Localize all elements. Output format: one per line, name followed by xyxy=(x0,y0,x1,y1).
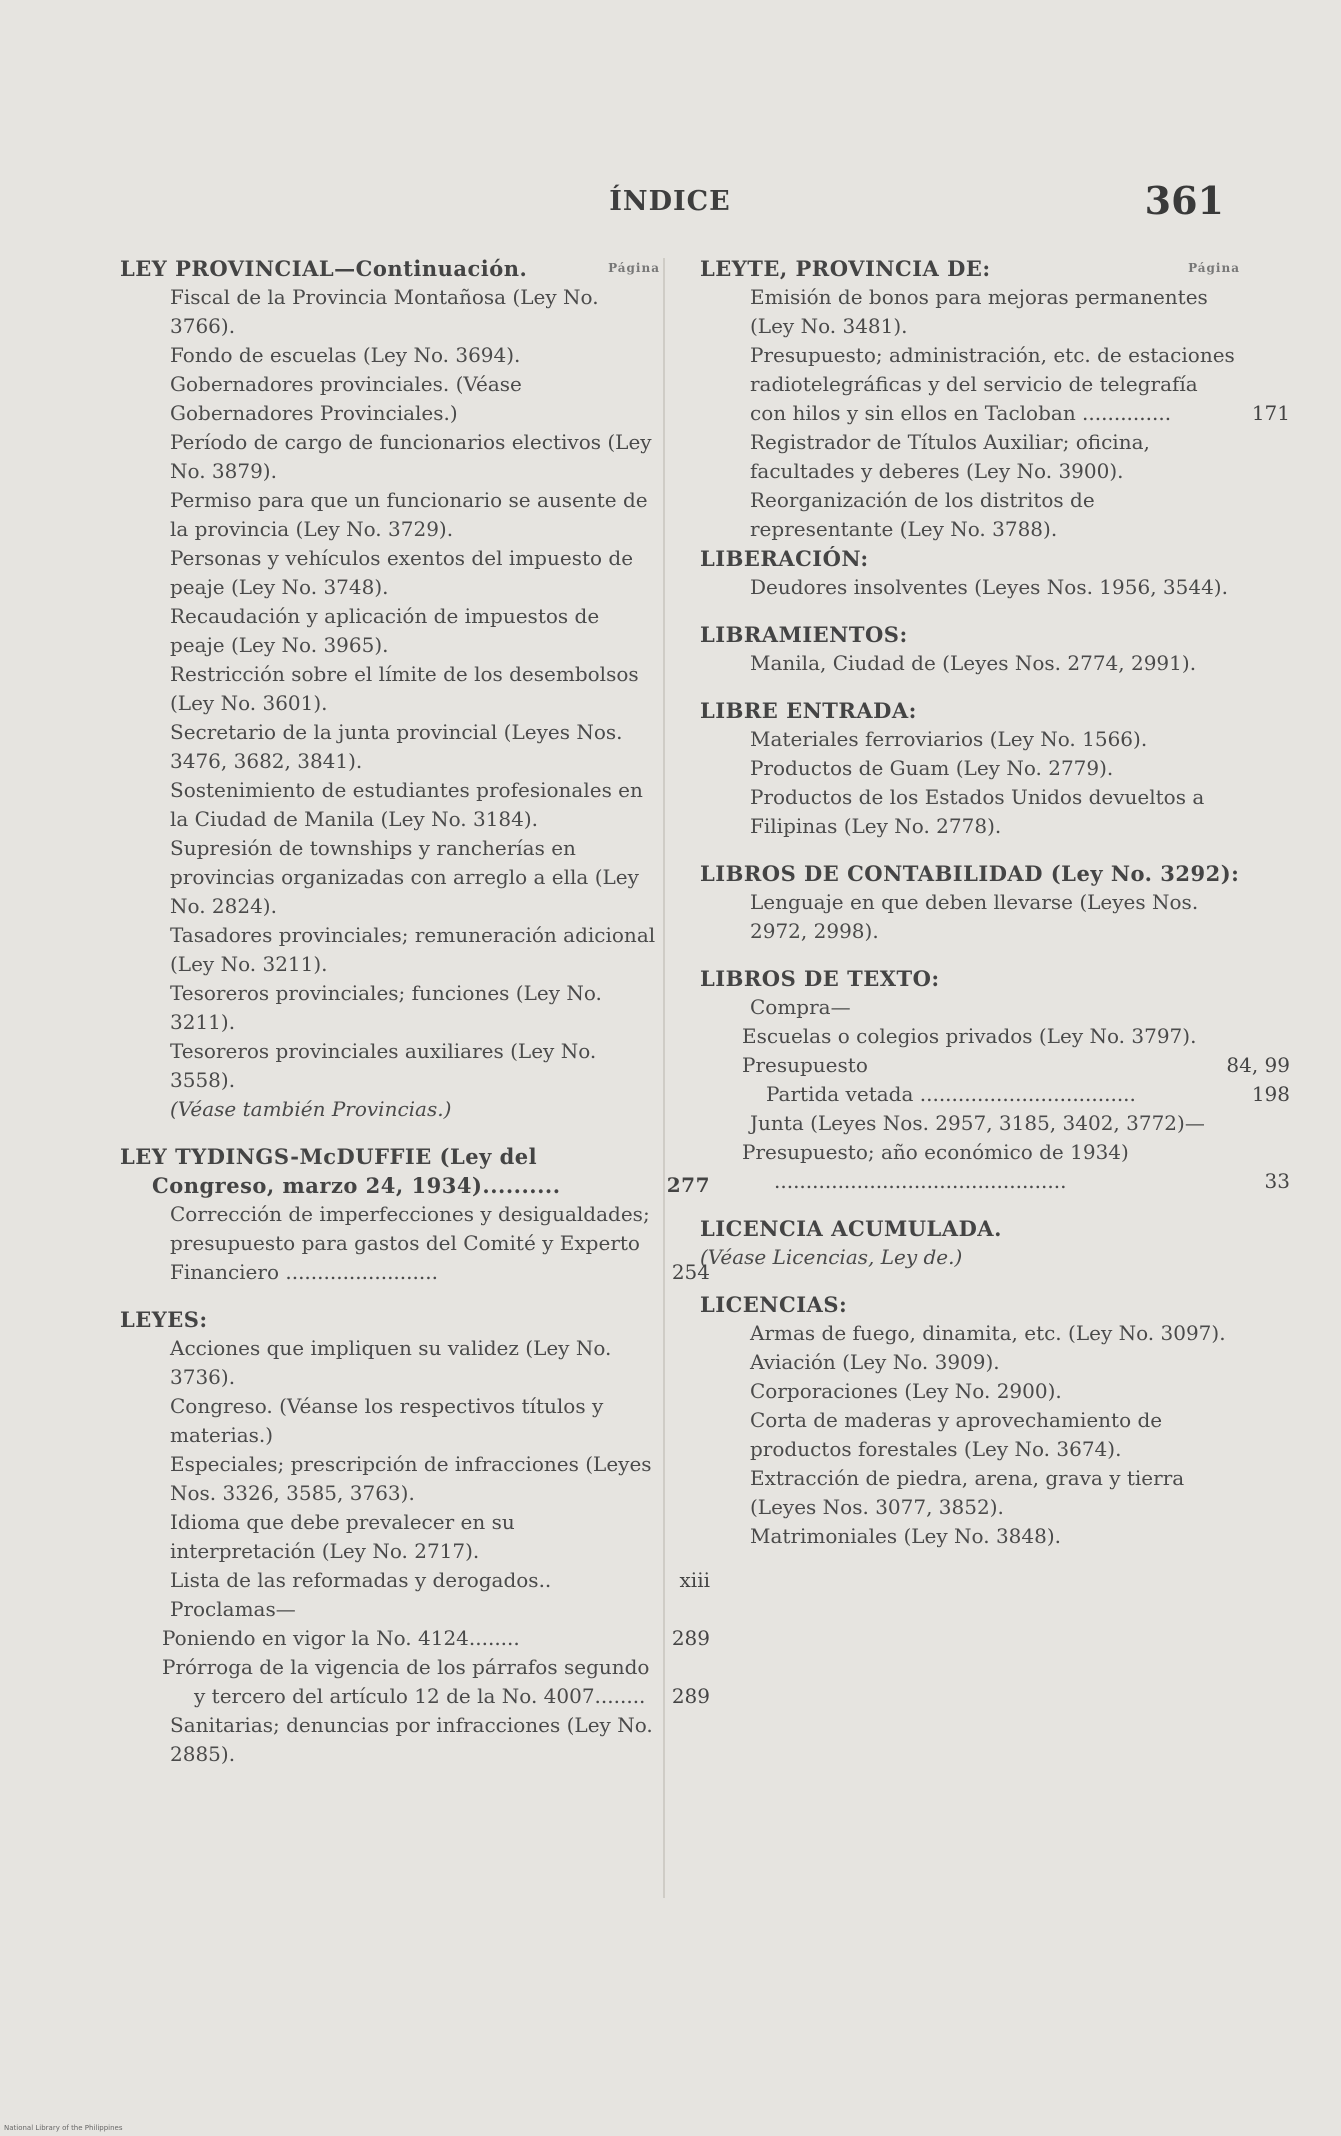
index-entry xyxy=(120,1392,660,1450)
entry-text: Escuelas o colegios privados (Ley No. 3797). xyxy=(742,1024,1197,1048)
index-entry xyxy=(120,1624,710,1653)
entry-text: LEYTE, PROVINCIA DE: xyxy=(700,256,991,281)
entry-text: Manila, Ciudad de (Leyes Nos. 2774, 2991). xyxy=(750,651,1197,675)
index-entry xyxy=(120,544,660,602)
entry-text: Fiscal de la Provincia Montañosa (Ley No. 3766). xyxy=(170,285,599,338)
index-heading xyxy=(700,620,1240,649)
footer-credit: National Library of the Philippines xyxy=(4,2124,123,2132)
entry-text: Corrección de imperfecciones y desigualdades; presupuesto para gastos del Comité y Experto Financiero ........................ xyxy=(170,1202,650,1284)
index-entry xyxy=(120,1037,660,1095)
page-reference: 171 xyxy=(1251,401,1290,425)
entry-text: Extracción de piedra, arena, grava y tierra (Leyes Nos. 3077, 3852). xyxy=(750,1466,1185,1519)
index-entry xyxy=(700,341,1290,428)
entry-text: Productos de Guam (Ley No. 2779). xyxy=(750,756,1114,780)
index-entry xyxy=(120,1200,710,1287)
entry-text: LEY PROVINCIAL—Continuación. xyxy=(120,256,528,281)
entry-text: Emisión de bonos para mejoras permanentes (Ley No. 3481). xyxy=(750,285,1208,338)
index-entry xyxy=(700,428,1240,486)
entry-text: LEY TYDINGS-McDUFFIE (Ley del Congreso, marzo 24, 1934).......... xyxy=(120,1144,561,1198)
index-heading xyxy=(120,254,660,283)
entry-text: Congreso. (Véanse los respectivos títulos y materias.) xyxy=(170,1394,604,1447)
index-entry xyxy=(700,649,1240,678)
entry-text: Lenguaje en que deben llevarse (Leyes Nos. 2972, 2998). xyxy=(750,890,1199,943)
index-entry xyxy=(120,602,660,660)
index-heading xyxy=(700,696,1240,725)
index-heading xyxy=(120,1305,660,1334)
entry-text: Matrimoniales (Ley No. 3848). xyxy=(750,1524,1061,1548)
entry-text: LIBERACIÓN: xyxy=(700,546,869,571)
page-reference: 198 xyxy=(1251,1082,1290,1106)
index-entry xyxy=(120,776,660,834)
index-entry xyxy=(120,921,660,979)
entry-text: Permiso para que un funcionario se ausente de la provincia (Ley No. 3729). xyxy=(170,488,648,541)
page-reference: 33 xyxy=(1264,1169,1290,1193)
index-entry xyxy=(700,1138,1290,1196)
index-entry xyxy=(700,573,1240,602)
entry-text: Deudores insolventes (Leyes Nos. 1956, 3544). xyxy=(750,575,1228,599)
index-entry xyxy=(120,1095,660,1124)
pagina-label: Página xyxy=(608,261,660,275)
entry-text: LIBROS DE CONTABILIDAD (Ley No. 3292): xyxy=(700,861,1240,886)
entry-text: LICENCIA ACUMULADA. xyxy=(700,1216,1002,1241)
entry-text: Secretario de la junta provincial (Leyes Nos. 3476, 3682, 3841). xyxy=(170,720,623,773)
entry-text: LIBRAMIENTOS: xyxy=(700,622,908,647)
index-entry xyxy=(700,1051,1290,1080)
index-entry xyxy=(700,754,1240,783)
entry-text: Período de cargo de funcionarios electivos (Ley No. 3879). xyxy=(170,430,652,483)
right-column xyxy=(700,254,1290,1551)
entry-text: Corporaciones (Ley No. 2900). xyxy=(750,1379,1062,1403)
index-entry xyxy=(700,283,1240,341)
index-heading xyxy=(700,544,1240,573)
entry-text: Poniendo en vigor la No. 4124........ xyxy=(162,1626,520,1650)
index-entry xyxy=(120,1508,660,1566)
entry-text: Reorganización de los distritos de representante (Ley No. 3788). xyxy=(750,488,1095,541)
index-entry xyxy=(120,979,660,1037)
index-entry xyxy=(700,1243,1240,1272)
index-entry xyxy=(120,1653,710,1711)
index-heading xyxy=(700,254,1240,283)
entry-text: Presupuesto; administración, etc. de estaciones radiotelegráficas y del servicio de telegrafía con hilos y sin ellos en Tacloban .............. xyxy=(750,343,1235,425)
entry-text: Presupuesto; año económico de 1934) .............................................. xyxy=(742,1140,1129,1193)
index-entry xyxy=(120,1595,660,1624)
index-entry xyxy=(120,283,660,341)
index-entry xyxy=(120,1334,660,1392)
entry-text: Recaudación y aplicación de impuestos de peaje (Ley No. 3965). xyxy=(170,604,600,657)
pagina-label: Página xyxy=(1188,261,1240,275)
entry-text: Proclamas— xyxy=(170,1597,296,1621)
entry-text: Personas y vehículos exentos del impuesto de peaje (Ley No. 3748). xyxy=(170,546,634,599)
entry-text: Compra— xyxy=(750,995,851,1019)
entry-text: Junta (Leyes Nos. 2957, 3185, 3402, 3772)— xyxy=(750,1111,1205,1135)
entry-text: Restricción sobre el límite de los desembolsos (Ley No. 3601). xyxy=(170,662,639,715)
index-entry xyxy=(700,1377,1240,1406)
index-entry xyxy=(120,428,660,486)
entry-text: LIBROS DE TEXTO: xyxy=(700,966,940,991)
entry-text: Supresión de townships y rancherías en provincias organizadas con arreglo a ella (Ley No. 2824). xyxy=(170,836,639,918)
index-entry xyxy=(700,1522,1240,1551)
entry-text: (Véase Licencias, Ley de.) xyxy=(700,1245,963,1269)
index-entry xyxy=(700,993,1240,1022)
index-entry xyxy=(120,341,660,370)
page-reference: 289 xyxy=(671,1626,710,1650)
index-entry xyxy=(700,1109,1240,1138)
entry-text: Armas de fuego, dinamita, etc. (Ley No. 3097). xyxy=(750,1321,1226,1345)
entry-text: Presupuesto xyxy=(742,1053,868,1077)
column-divider xyxy=(663,258,665,1898)
entry-text: Productos de los Estados Unidos devueltos a Filipinas (Ley No. 2778). xyxy=(750,785,1205,838)
entry-text: Sostenimiento de estudiantes profesionales en la Ciudad de Manila (Ley No. 3184). xyxy=(170,778,643,831)
index-entry xyxy=(700,888,1240,946)
entry-text: Tesoreros provinciales auxiliares (Ley No. 3558). xyxy=(170,1039,597,1092)
entry-text: Fondo de escuelas (Ley No. 3694). xyxy=(170,343,521,367)
entry-text: LEYES: xyxy=(120,1307,208,1332)
entry-text: Sanitarias; denuncias por infracciones (Ley No. 2885). xyxy=(170,1713,653,1766)
entry-text: Registrador de Títulos Auxiliar; oficina, facultades y deberes (Ley No. 3900). xyxy=(750,430,1150,483)
left-column xyxy=(120,254,710,1769)
index-entry xyxy=(700,1080,1290,1109)
index-heading xyxy=(120,1142,710,1200)
index-entry xyxy=(700,783,1240,841)
index-entry xyxy=(120,1566,710,1595)
entry-text: Partida vetada .................................. xyxy=(766,1082,1136,1106)
entry-text: Tesoreros provinciales; funciones (Ley No. 3211). xyxy=(170,981,602,1034)
index-entry xyxy=(120,1711,660,1769)
entry-text: Aviación (Ley No. 3909). xyxy=(750,1350,1000,1374)
index-entry xyxy=(700,1022,1240,1051)
index-heading xyxy=(700,964,1240,993)
page-reference: xiii xyxy=(679,1568,710,1592)
index-entry xyxy=(120,834,660,921)
page-title: ÍNDICE xyxy=(609,186,731,217)
entry-text: Materiales ferroviarios (Ley No. 1566). xyxy=(750,727,1148,751)
page-number: 361 xyxy=(1144,178,1224,223)
index-entry xyxy=(120,1450,660,1508)
index-entry xyxy=(120,718,660,776)
entry-text: Prórroga de la vigencia de los párrafos segundo y tercero del artículo 12 de la No. 4007........ xyxy=(162,1655,650,1708)
entry-text: Especiales; prescripción de infracciones (Leyes Nos. 3326, 3585, 3763). xyxy=(170,1452,652,1505)
index-entry xyxy=(700,1348,1240,1377)
index-entry xyxy=(700,486,1240,544)
index-heading xyxy=(700,859,1240,888)
page-reference: 289 xyxy=(671,1684,710,1708)
entry-text: Idioma que debe prevalecer en su interpretación (Ley No. 2717). xyxy=(170,1510,515,1563)
index-entry xyxy=(700,1464,1240,1522)
index-heading xyxy=(700,1214,1240,1243)
entry-text: Acciones que impliquen su validez (Ley No. 3736). xyxy=(170,1336,612,1389)
index-heading xyxy=(700,1290,1240,1319)
entry-text: Gobernadores provinciales. (Véase Gobernadores Provinciales.) xyxy=(170,372,522,425)
entry-text: LIBRE ENTRADA: xyxy=(700,698,917,723)
entry-text: LICENCIAS: xyxy=(700,1292,848,1317)
page-reference: 84, 99 xyxy=(1226,1053,1290,1077)
entry-text: (Véase también Provincias.) xyxy=(170,1097,452,1121)
page-reference: 254 xyxy=(671,1260,710,1284)
entry-text: Lista de las reformadas y derogados.. xyxy=(170,1568,552,1592)
index-entry xyxy=(120,486,660,544)
entry-text: Tasadores provinciales; remuneración adicional (Ley No. 3211). xyxy=(170,923,656,976)
page-reference: 277 xyxy=(666,1173,710,1197)
index-entry xyxy=(120,660,660,718)
index-entry xyxy=(120,370,660,428)
index-entry xyxy=(700,1406,1240,1464)
index-entry xyxy=(700,1319,1240,1348)
index-entry xyxy=(700,725,1240,754)
entry-text: Corta de maderas y aprovechamiento de productos forestales (Ley No. 3674). xyxy=(750,1408,1163,1461)
